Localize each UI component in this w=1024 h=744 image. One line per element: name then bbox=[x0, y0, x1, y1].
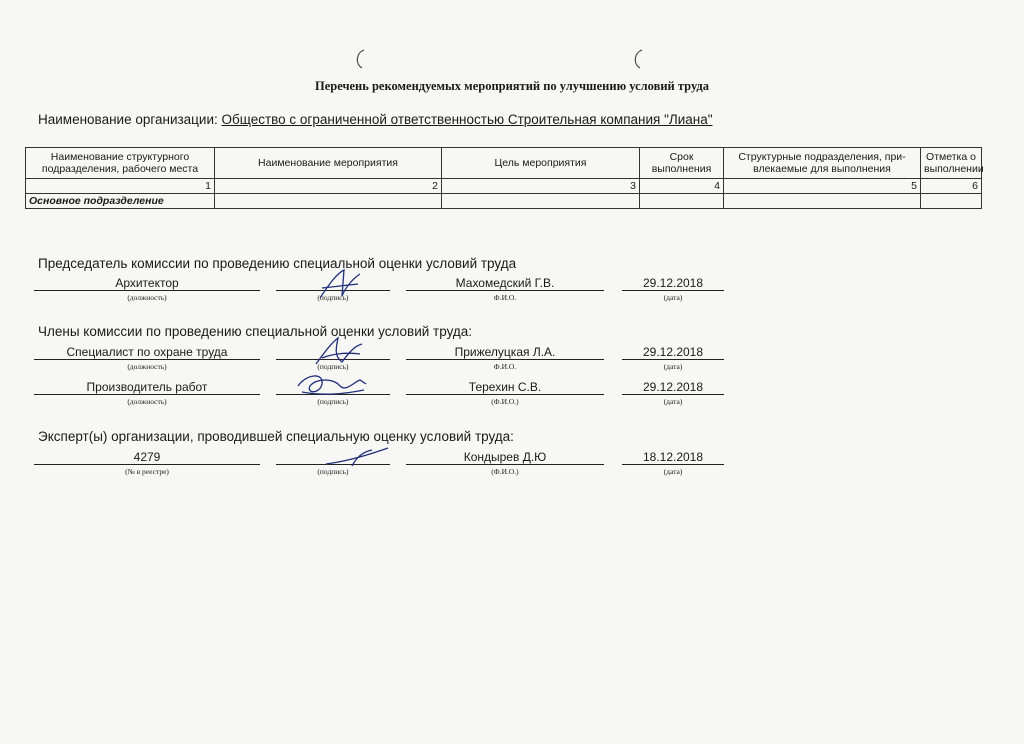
position-field: Производитель работ bbox=[34, 380, 260, 395]
date-field: 18.12.2018 bbox=[622, 450, 724, 465]
name-field: Махомедский Г.В. bbox=[406, 276, 604, 291]
page-title: Перечень рекомендуемых мероприятий по улучшению условий труда bbox=[314, 79, 710, 93]
position-caption: (должность) bbox=[127, 362, 167, 371]
name-field: Кондырев Д.Ю bbox=[406, 450, 604, 465]
registry-caption: (№ в реестре) bbox=[125, 467, 169, 476]
name-caption: (Ф.И.О.) bbox=[491, 467, 519, 476]
header-cell: Отметка о выполнении bbox=[921, 148, 982, 179]
member-signature-row bbox=[0, 345, 1024, 373]
subdivision-cell: Основное подразделение bbox=[26, 194, 215, 209]
signature-caption: (подпись) bbox=[317, 293, 349, 302]
signature-caption: (подпись) bbox=[317, 467, 349, 476]
column-number: 1 bbox=[26, 179, 215, 194]
chairman-heading: Председатель комиссии по проведению специальной оценки условий труда bbox=[38, 256, 517, 271]
member-signature-row bbox=[0, 380, 1024, 408]
expert-handwritten-signature bbox=[322, 440, 392, 470]
position-caption: (должность) bbox=[127, 397, 167, 406]
column-number: 3 bbox=[442, 179, 640, 194]
members-heading: Члены комиссии по проведению специальной оценки условий труда: bbox=[38, 324, 473, 339]
name-caption: Ф.И.О. bbox=[493, 362, 517, 371]
member-handwritten-signature bbox=[312, 334, 366, 368]
experts-heading: Эксперт(ы) организации, проводившей специальную оценку условий труда: bbox=[38, 429, 514, 444]
punch-mark-left-icon bbox=[352, 48, 366, 70]
position-field: Специалист по охране труда bbox=[34, 345, 260, 360]
date-field: 29.12.2018 bbox=[622, 380, 724, 395]
member-handwritten-signature bbox=[294, 368, 370, 400]
header-cell: Цель мероприятия bbox=[442, 148, 640, 179]
name-caption: (Ф.И.О.) bbox=[491, 397, 519, 406]
column-number: 2 bbox=[215, 179, 442, 194]
table-row bbox=[26, 194, 982, 209]
header-cell: Наименование мероприятия bbox=[215, 148, 442, 179]
organization-label: Наименование организации: bbox=[38, 112, 218, 127]
name-caption: Ф.И.О. bbox=[493, 293, 517, 302]
column-number: 5 bbox=[724, 179, 921, 194]
position-field: Архитектор bbox=[34, 276, 260, 291]
name-field: Терехин С.В. bbox=[406, 380, 604, 395]
date-caption: (дата) bbox=[663, 362, 683, 371]
registry-field: 4279 bbox=[34, 450, 260, 465]
date-field: 29.12.2018 bbox=[622, 276, 724, 291]
punch-mark-right-icon bbox=[630, 48, 644, 70]
date-caption: (дата) bbox=[663, 397, 683, 406]
table-cell bbox=[640, 194, 724, 209]
column-number: 6 bbox=[921, 179, 982, 194]
date-caption: (дата) bbox=[663, 467, 683, 476]
chairman-signature-row bbox=[0, 276, 1024, 304]
chairman-handwritten-signature bbox=[314, 266, 364, 302]
position-caption: (должность) bbox=[127, 293, 167, 302]
header-cell: Срок выполнения bbox=[640, 148, 724, 179]
header-cell: Наименование структурного подразделения, рабочего места bbox=[26, 148, 215, 179]
signature-caption: (подпись) bbox=[317, 397, 349, 406]
date-field: 29.12.2018 bbox=[622, 345, 724, 360]
signature-caption: (подпись) bbox=[317, 362, 349, 371]
expert-signature-row bbox=[0, 450, 1024, 478]
table-cell bbox=[921, 194, 982, 209]
organization-line bbox=[38, 112, 713, 127]
name-field: Прижелуцкая Л.А. bbox=[406, 345, 604, 360]
date-caption: (дата) bbox=[663, 293, 683, 302]
table-cell bbox=[442, 194, 640, 209]
header-cell: Структурные подразделения, при-влекаемые для выполнения bbox=[724, 148, 921, 179]
table-cell bbox=[215, 194, 442, 209]
table-header-row bbox=[26, 148, 982, 179]
column-number: 4 bbox=[640, 179, 724, 194]
table-number-row bbox=[26, 179, 982, 194]
measures-table bbox=[25, 147, 982, 209]
table-cell bbox=[724, 194, 921, 209]
organization-name: Общество с ограниченной ответственностью Строительная компания "Лиана" bbox=[221, 112, 713, 127]
